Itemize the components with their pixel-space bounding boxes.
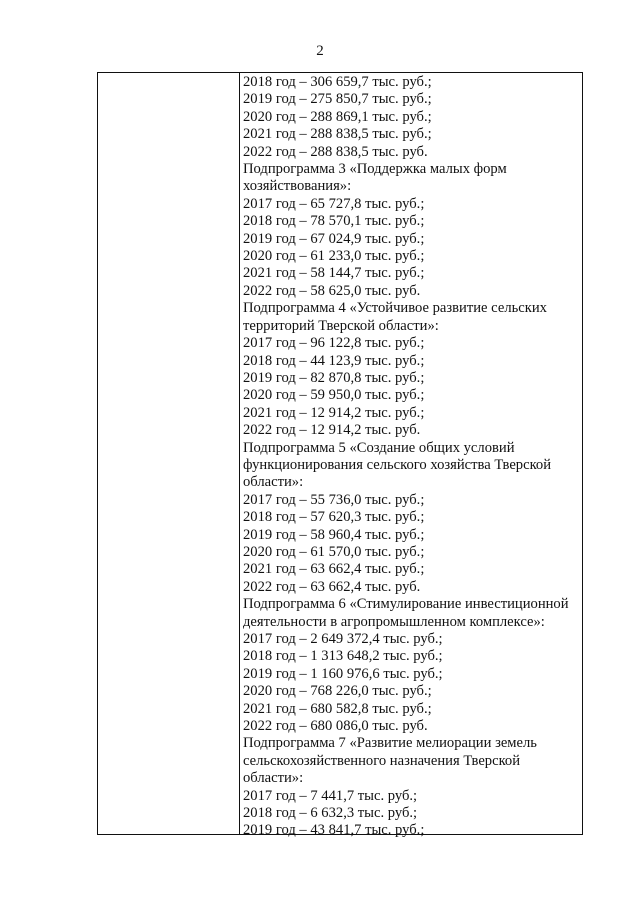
text-line: 2017 год – 2 649 372,4 тыс. руб.; — [243, 631, 443, 647]
text-line: 2019 год – 67 024,9 тыс. руб.; — [243, 230, 425, 247]
text-line: 2022 год – 12 914,2 тыс. руб. — [243, 422, 421, 439]
text-line: 2020 год – 61 570,0 тыс. руб.; — [243, 543, 425, 560]
text-line: 2020 год – 59 950,0 тыс. руб.; — [243, 387, 425, 404]
text-line: 2018 год – 78 570,1 тыс. руб.; — [243, 213, 425, 230]
text-line: 2018 год – 1 313 648,2 тыс. руб.; — [243, 648, 443, 665]
subprogram-heading: Подпрограмма 4 «Устойчивое развитие сельских — [243, 300, 547, 317]
table-label-cell — [98, 73, 240, 834]
financing-table — [97, 72, 583, 839]
text-line: 2019 год – 82 870,8 тыс. руб.; — [243, 369, 425, 386]
text-line: 2019 год – 58 960,4 тыс. руб.; — [243, 526, 425, 543]
text-line: 2018 год – 306 659,7 тыс. руб.; — [243, 74, 432, 90]
text-line: 2017 год – 96 122,8 тыс. руб.; — [243, 335, 425, 352]
text-line: 2018 год – 44 123,9 тыс. руб.; — [243, 352, 425, 369]
subprogram-heading: Подпрограмма 5 «Создание общих условий — [243, 439, 515, 456]
text-line: 2020 год – 61 233,0 тыс. руб.; — [243, 248, 425, 265]
text-line: 2020 год – 768 226,0 тыс. руб.; — [243, 683, 432, 700]
table-value-cell — [243, 74, 580, 839]
text-line: 2022 год – 58 625,0 тыс. руб. — [243, 282, 421, 299]
subprogram-heading: Подпрограмма 6 «Стимулирование инвестиционной — [243, 596, 569, 613]
subprogram-heading: Подпрограмма 7 «Развитие мелиорации земель — [243, 735, 537, 752]
subprogram-heading: области»: — [243, 770, 304, 787]
text-line: 2017 год – 7 441,7 тыс. руб.; — [243, 787, 418, 804]
subprogram-heading: области»: — [243, 474, 304, 491]
text-line: 2021 год – 680 582,8 тыс. руб.; — [243, 700, 432, 717]
text-line: 2021 год – 12 914,2 тыс. руб.; — [243, 404, 425, 421]
text-line: 2019 год – 1 160 976,6 тыс. руб.; — [243, 665, 443, 682]
text-line: 2021 год – 58 144,7 тыс. руб.; — [243, 265, 425, 282]
text-line: 2021 год – 63 662,4 тыс. руб.; — [243, 561, 425, 578]
text-line: 2019 год – 43 841,7 тыс. руб.; — [243, 822, 425, 839]
text-line: 2017 год – 65 727,8 тыс. руб.; — [243, 195, 425, 212]
text-line: 2022 год – 680 086,0 тыс. руб. — [243, 718, 428, 735]
subprogram-heading: функционирования сельского хозяйства Тверской — [243, 456, 552, 473]
subprogram-heading: территорий Тверской области»: — [243, 317, 439, 334]
subprogram-heading: деятельности в агропромышленном комплексе»: — [243, 613, 545, 630]
text-line: 2018 год – 6 632,3 тыс. руб.; — [243, 805, 418, 822]
text-line: 2022 год – 288 838,5 тыс. руб. — [243, 143, 428, 160]
text-line: 2020 год – 288 869,1 тыс. руб.; — [243, 108, 432, 125]
text-line: 2019 год – 275 850,7 тыс. руб.; — [243, 91, 432, 108]
subprogram-heading: хозяйствования»: — [243, 178, 352, 195]
subprogram-heading: Подпрограмма 3 «Поддержка малых форм — [243, 161, 507, 178]
text-line: 2018 год – 57 620,3 тыс. руб.; — [243, 509, 425, 526]
text-line: 2017 год – 55 736,0 тыс. руб.; — [243, 491, 425, 508]
text-line: 2022 год – 63 662,4 тыс. руб. — [243, 578, 421, 595]
subprogram-heading: сельскохозяйственного назначения Тверской — [243, 752, 521, 769]
text-line: 2021 год – 288 838,5 тыс. руб.; — [243, 126, 432, 143]
page-number: 2 — [316, 43, 324, 59]
